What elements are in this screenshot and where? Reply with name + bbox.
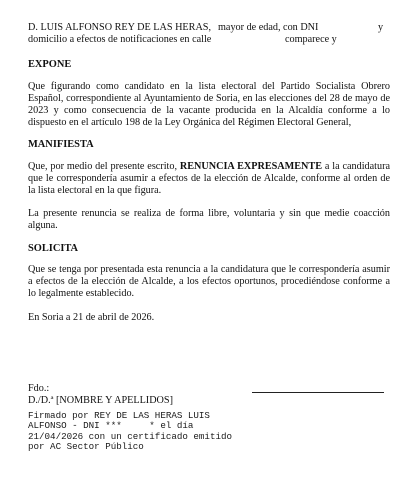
digital-signature-stamp: Firmado por REY DE LAS HERAS LUIS ALFONSO - DNI *** * el día 21/04/2026 con un certificado emitido por AC Sector Público bbox=[28, 410, 232, 453]
manifiesta-heading: MANIFIESTA bbox=[28, 139, 94, 150]
manifiesta-text-before: Que, por medio del presente escrito, bbox=[28, 161, 180, 172]
manifiesta-text-after: a la candidatura que le correspondería asumir a efectos de la elección de Alcalde, conforme al orden de la lista electoral en la que figura. bbox=[28, 161, 390, 196]
expone-heading: EXPONE bbox=[28, 59, 72, 70]
declarant-age-dni: mayor de edad, con DNI bbox=[218, 22, 319, 33]
solicita-paragraph: Que se tenga por presentada esta renuncia a la candidatura que le correspondería asumir a efectos de la elección de Alcalde, a los efectos oportunos, procediéndose conforme a lo legalmente establecido. bbox=[28, 264, 390, 299]
renuncia-emphasis: RENUNCIA EXPRESAMENTE bbox=[179, 161, 322, 172]
expone-paragraph: Que figurando como candidato en la lista electoral del Partido Socialista Obrero Español, correspondiente al Ayuntamiento de Soria, en las elecciones del 28 de mayo de 2023 y como consecuencia de la vacante producida en la Alcaldía conforme a lo dispuesto en el artículo 198 de la Ley Orgánica del Régimen Electoral General, bbox=[28, 81, 390, 128]
signatory-name-placeholder: D./D.ª [NOMBRE Y APELLIDOS] bbox=[28, 395, 173, 406]
manifiesta-paragraph-2: La presente renuncia se realiza de forma libre, voluntaria y sin que medie coacción alguna. bbox=[28, 208, 390, 231]
manifiesta-paragraph-1 bbox=[28, 161, 390, 197]
signature-label: Fdo.: bbox=[28, 383, 50, 394]
signature-line bbox=[252, 392, 384, 393]
declarant-name: D. LUIS ALFONSO REY DE LAS HERAS, bbox=[28, 22, 212, 33]
appears-text: comparece y bbox=[285, 34, 337, 45]
header-conjunction: y bbox=[378, 22, 384, 33]
solicita-heading: SOLICITA bbox=[28, 243, 79, 254]
date-place: En Soria a 21 de abril de 2026. bbox=[28, 312, 155, 323]
domicile-label: domicilio a efectos de notificaciones en calle bbox=[28, 34, 212, 45]
